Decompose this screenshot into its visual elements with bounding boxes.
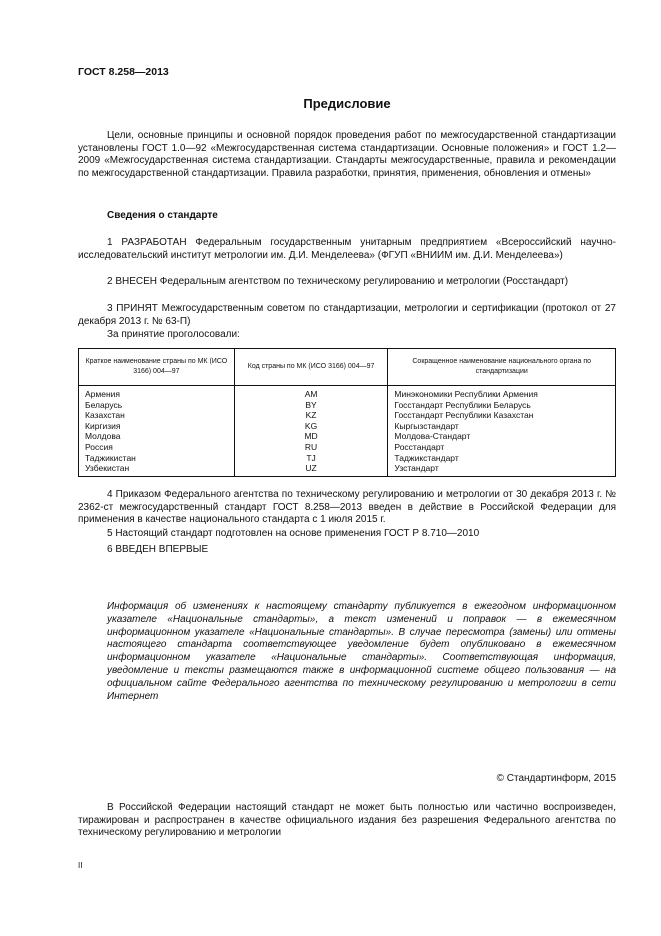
section-subtitle: Сведения о стандарте bbox=[107, 210, 218, 221]
code-cell: BY bbox=[234, 400, 388, 411]
copyright: © Стандартинформ, 2015 bbox=[496, 773, 616, 784]
item-1: 1 РАЗРАБОТАН Федеральным государственным унитарным предприятием «Всероссийский научно-исследовательский институт метрологии им. Д.И. Менделеева» (ФГУП «ВНИИМ им. Д.И. Менделеева») bbox=[78, 237, 616, 261]
body-cell: Молдова-Стандарт bbox=[388, 431, 616, 442]
intro-paragraph: Цели, основные принципы и основной порядок проведения работ по межгосударственной стандартизации установлены ГОСТ 1.0—92 «Межгосударственная система стандартизации. Основные положения» и ГОСТ 1.2—2009 «Межгосударственная система стандартизации. Стандарты межгосударственные, правила и рекомендации по межгосударственной стандартизации. Правила разработки, принятия, применения, обновления и отмены» bbox=[78, 130, 616, 179]
code-cell: UZ bbox=[234, 463, 388, 476]
table-row bbox=[79, 421, 616, 432]
country-cell: Казахстан bbox=[79, 410, 235, 421]
standard-id: ГОСТ 8.258—2013 bbox=[78, 66, 169, 78]
item-2: 2 ВНЕСЕН Федеральным агентством по техническому регулированию и метрологии (Росстандарт) bbox=[107, 276, 569, 287]
notice-paragraph: Информация об изменениях к настоящему стандарту публикуется в ежегодном информационном указателе «Национальные стандарты», а текст изменений и поправок — в ежемесячном информационном указателе «Национальные стандарты». В случае пересмотра (замены) или отмены настоящего стандарта соответствующее уведомление будет опубликовано в ежемесячном информационном указателе «Национальные стандарты». Соответствующая информация, уведомление и тексты размещаются также в информационной системе общего пользования — на официальном сайте Федерального агентства по техническому регулированию и метрологии в сети Интернет bbox=[107, 601, 616, 702]
page-number: II bbox=[78, 861, 83, 870]
code-cell: KG bbox=[234, 421, 388, 432]
item-5: 5 Настоящий стандарт подготовлен на основе применения ГОСТ Р 8.710—2010 bbox=[107, 528, 480, 539]
code-cell: KZ bbox=[234, 410, 388, 421]
item-3: 3 ПРИНЯТ Межгосударственным советом по стандартизации, метрологии и сертификации (протокол от 27 декабря 2013 г. № 63-П) bbox=[78, 303, 616, 327]
country-cell: Армения bbox=[79, 386, 235, 400]
body-cell: Минэкономики Республики Армения bbox=[388, 386, 616, 400]
body-cell: Кыргызстандарт bbox=[388, 421, 616, 432]
table-row bbox=[79, 463, 616, 476]
code-cell: TJ bbox=[234, 453, 388, 464]
rights-paragraph: В Российской Федерации настоящий стандарт не может быть полностью или частично воспроизведен, тиражирован и распространен в качестве официального издания без разрешения Федерального агентства по техническому регулированию и метрологии bbox=[78, 802, 616, 838]
table-row bbox=[79, 400, 616, 411]
table-row bbox=[79, 431, 616, 442]
table-row bbox=[79, 410, 616, 421]
country-cell: Молдова bbox=[79, 431, 235, 442]
country-cell: Киргизия bbox=[79, 421, 235, 432]
body-cell: Таджикстандарт bbox=[388, 453, 616, 464]
col-header-body: Сокращенное наименование национального органа по стандартизации bbox=[388, 349, 616, 386]
body-cell: Госстандарт Республики Беларусь bbox=[388, 400, 616, 411]
item-6: 6 ВВЕДЕН ВПЕРВЫЕ bbox=[107, 544, 209, 555]
table-header-row bbox=[79, 349, 616, 386]
body-cell: Госстандарт Республики Казахстан bbox=[388, 410, 616, 421]
col-header-country: Краткое наименование страны по МК (ИСО 3166) 004—97 bbox=[79, 349, 235, 386]
item-4: 4 Приказом Федерального агентства по техническому регулированию и метрологии от 30 декабря 2013 г. № 2362-ст межгосударственный стандарт ГОСТ 8.258—2013 введен в действие в Российской Федерации для применения в качестве национального стандарта с 1 июля 2015 г. bbox=[78, 489, 616, 525]
page-title: Предисловие bbox=[303, 96, 391, 111]
country-cell: Россия bbox=[79, 442, 235, 453]
table-row bbox=[79, 442, 616, 453]
code-cell: RU bbox=[234, 442, 388, 453]
table-row bbox=[79, 453, 616, 464]
table-row bbox=[79, 386, 616, 400]
col-header-code: Код страны по МК (ИСО 3166) 004—97 bbox=[234, 349, 388, 386]
code-cell: MD bbox=[234, 431, 388, 442]
country-cell: Узбекистан bbox=[79, 463, 235, 476]
code-cell: AM bbox=[234, 386, 388, 400]
country-cell: Беларусь bbox=[79, 400, 235, 411]
country-cell: Таджикистан bbox=[79, 453, 235, 464]
body-cell: Узстандарт bbox=[388, 463, 616, 476]
voting-table bbox=[78, 348, 616, 477]
body-cell: Росстандарт bbox=[388, 442, 616, 453]
vote-label: За принятие проголосовали: bbox=[107, 329, 240, 340]
